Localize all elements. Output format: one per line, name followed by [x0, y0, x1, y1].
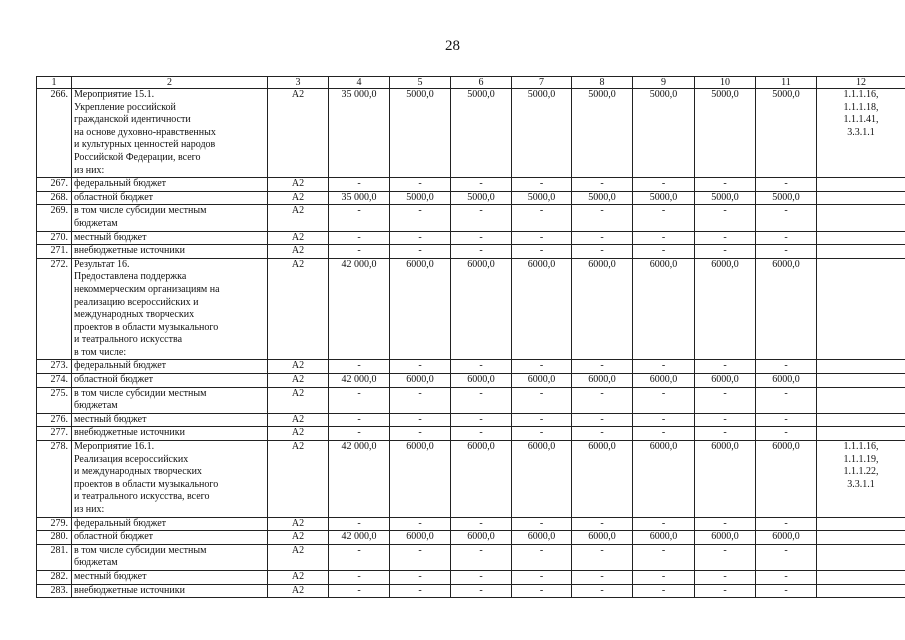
row-value: - — [451, 413, 512, 427]
header-cell: 2 — [72, 77, 268, 89]
cell-line: внебюджетные источники — [74, 584, 185, 596]
row-code: А2 — [268, 441, 329, 518]
cell-line: и международных творческих — [74, 466, 202, 478]
table-row — [37, 205, 905, 231]
cell-line: проектов в области музыкального — [74, 478, 219, 490]
cell-line: в том числе субсидии местным — [74, 387, 207, 399]
row-value: - — [695, 544, 756, 570]
row-value: - — [695, 205, 756, 231]
row-references — [817, 570, 905, 584]
cell-line: бюджетам — [74, 217, 118, 229]
row-references — [817, 413, 905, 427]
row-value: - — [512, 245, 572, 259]
cell-line: бюджетам — [74, 400, 118, 412]
row-value: - — [451, 517, 512, 531]
row-value: - — [572, 570, 633, 584]
row-value: - — [451, 205, 512, 231]
row-references — [817, 360, 905, 374]
row-number: 278. — [37, 441, 72, 518]
header-cell: 9 — [633, 77, 695, 89]
row-value: - — [390, 387, 451, 413]
row-value: - — [756, 387, 817, 413]
row-value: - — [451, 178, 512, 192]
row-value: - — [572, 387, 633, 413]
row-name — [72, 205, 268, 231]
row-name — [72, 89, 268, 178]
cell-line: федеральный бюджет — [74, 517, 167, 529]
row-value: 6000,0 — [572, 441, 633, 518]
row-name — [72, 178, 268, 192]
cell-line: Мероприятие 16.1. — [74, 441, 155, 453]
row-number: 270. — [37, 231, 72, 245]
cell-line: внебюджетные источники — [74, 245, 185, 257]
row-name — [72, 258, 268, 360]
cell-line: и театрального искусства — [74, 334, 183, 346]
row-value: - — [451, 360, 512, 374]
row-value: 6000,0 — [572, 258, 633, 360]
row-value: - — [451, 584, 512, 598]
row-number: 268. — [37, 191, 72, 205]
row-value: 35 000,0 — [329, 89, 390, 178]
row-value: - — [390, 205, 451, 231]
table-row — [37, 387, 905, 413]
cell-line: внебюджетные источники — [74, 427, 185, 439]
cell-line: федеральный бюджет — [74, 360, 167, 372]
row-value: 5000,0 — [633, 89, 695, 178]
row-value: - — [512, 413, 572, 427]
row-code: А2 — [268, 258, 329, 360]
row-value: 6000,0 — [451, 531, 512, 545]
row-value: 42 000,0 — [329, 258, 390, 360]
row-value: 6000,0 — [390, 531, 451, 545]
row-value: 6000,0 — [451, 374, 512, 388]
cell-line: 3.3.1.1 — [847, 126, 875, 138]
row-code: А2 — [268, 413, 329, 427]
header-cell: 6 — [451, 77, 512, 89]
cell-line: 1.1.1.41, — [843, 114, 879, 126]
row-value: 6000,0 — [756, 374, 817, 388]
row-value: - — [633, 584, 695, 598]
row-value: - — [329, 245, 390, 259]
cell-line: и культурных ценностей народов — [74, 139, 216, 151]
table-row — [37, 191, 905, 205]
cell-line: местный бюджет — [74, 413, 147, 425]
row-value: - — [329, 413, 390, 427]
row-value: 6000,0 — [756, 258, 817, 360]
cell-line: 1.1.1.18, — [843, 101, 879, 113]
table-row — [37, 245, 905, 259]
row-value: 6000,0 — [633, 374, 695, 388]
cell-line: областной бюджет — [74, 374, 154, 386]
row-value: - — [512, 517, 572, 531]
row-value: 5000,0 — [695, 89, 756, 178]
row-number: 276. — [37, 413, 72, 427]
table-row — [37, 258, 905, 360]
row-value: - — [695, 570, 756, 584]
row-value: - — [512, 427, 572, 441]
row-number: 283. — [37, 584, 72, 598]
row-number: 280. — [37, 531, 72, 545]
cell-line: местный бюджет — [74, 570, 147, 582]
row-value: - — [756, 570, 817, 584]
header-cell: 3 — [268, 77, 329, 89]
row-value: - — [572, 517, 633, 531]
row-value: - — [572, 178, 633, 192]
row-name — [72, 374, 268, 388]
row-code: А2 — [268, 245, 329, 259]
row-name — [72, 517, 268, 531]
row-value: 6000,0 — [512, 258, 572, 360]
row-value: 42 000,0 — [329, 531, 390, 545]
row-value: - — [451, 544, 512, 570]
row-value: - — [756, 205, 817, 231]
cell-line: в том числе субсидии местным — [74, 205, 207, 217]
row-value: 6000,0 — [572, 374, 633, 388]
row-value: - — [756, 584, 817, 598]
row-value: 5000,0 — [695, 191, 756, 205]
header-cell: 7 — [512, 77, 572, 89]
row-code: А2 — [268, 544, 329, 570]
row-value: - — [512, 387, 572, 413]
row-code: А2 — [268, 191, 329, 205]
budget-table — [36, 76, 905, 598]
row-value: - — [756, 178, 817, 192]
row-number: 277. — [37, 427, 72, 441]
row-value: - — [390, 517, 451, 531]
row-value: - — [512, 178, 572, 192]
row-value: 5000,0 — [572, 89, 633, 178]
row-value: - — [451, 387, 512, 413]
row-value: - — [512, 584, 572, 598]
row-value: - — [695, 413, 756, 427]
cell-line: областной бюджет — [74, 531, 154, 543]
row-references — [817, 245, 905, 259]
table-row — [37, 374, 905, 388]
row-number: 282. — [37, 570, 72, 584]
row-code: А2 — [268, 178, 329, 192]
header-cell: 1 — [37, 77, 72, 89]
row-references — [817, 441, 905, 518]
row-value: - — [572, 231, 633, 245]
row-value: 5000,0 — [572, 191, 633, 205]
row-value: - — [451, 231, 512, 245]
row-value: - — [695, 584, 756, 598]
row-value: - — [633, 178, 695, 192]
row-value: - — [633, 517, 695, 531]
header-cell: 5 — [390, 77, 451, 89]
row-value: 6000,0 — [512, 531, 572, 545]
row-value: - — [329, 360, 390, 374]
row-value: - — [329, 205, 390, 231]
row-number: 279. — [37, 517, 72, 531]
cell-line: из них: — [74, 504, 105, 515]
row-value: - — [695, 517, 756, 531]
row-value: 5000,0 — [451, 191, 512, 205]
cell-line: гражданской идентичности — [74, 114, 191, 126]
cell-line: в том числе субсидии местным — [74, 544, 207, 556]
cell-line: областной бюджет — [74, 191, 154, 203]
row-code: А2 — [268, 89, 329, 178]
row-value: - — [390, 570, 451, 584]
table-row — [37, 178, 905, 192]
row-references — [817, 517, 905, 531]
row-name — [72, 544, 268, 570]
row-code: А2 — [268, 374, 329, 388]
row-value: - — [329, 427, 390, 441]
table-row — [37, 544, 905, 570]
table-row — [37, 517, 905, 531]
row-value: 5000,0 — [512, 191, 572, 205]
row-value: - — [329, 178, 390, 192]
cell-line: бюджетам — [74, 557, 118, 569]
cell-line: и театрального искусства, всего — [74, 491, 210, 503]
row-code: А2 — [268, 517, 329, 531]
row-value: - — [512, 570, 572, 584]
row-references — [817, 544, 905, 570]
row-value: 6000,0 — [572, 531, 633, 545]
row-number: 269. — [37, 205, 72, 231]
row-value: - — [572, 584, 633, 598]
row-name — [72, 413, 268, 427]
row-value: - — [329, 517, 390, 531]
cell-line: местный бюджет — [74, 231, 147, 243]
row-value: 6000,0 — [633, 441, 695, 518]
cell-line: Укрепление российской — [74, 101, 176, 113]
row-value: - — [756, 517, 817, 531]
row-references — [817, 231, 905, 245]
row-code: А2 — [268, 360, 329, 374]
row-value: 5000,0 — [390, 89, 451, 178]
row-name — [72, 387, 268, 413]
row-name — [72, 360, 268, 374]
cell-line: Мероприятие 15.1. — [74, 89, 155, 100]
cell-line: на основе духовно-нравственных — [74, 126, 216, 138]
cell-line: в том числе: — [74, 346, 127, 358]
row-value: - — [390, 544, 451, 570]
row-value: - — [329, 584, 390, 598]
row-value: - — [390, 584, 451, 598]
row-value: - — [633, 413, 695, 427]
row-code: А2 — [268, 231, 329, 245]
row-value: 6000,0 — [756, 441, 817, 518]
row-name — [72, 427, 268, 441]
row-value: - — [756, 544, 817, 570]
row-value: 6000,0 — [695, 441, 756, 518]
row-code: А2 — [268, 531, 329, 545]
row-value: - — [451, 427, 512, 441]
row-name — [72, 570, 268, 584]
row-value: - — [695, 178, 756, 192]
row-value: - — [756, 427, 817, 441]
row-value: - — [633, 387, 695, 413]
row-value: - — [695, 231, 756, 245]
cell-line: из них: — [74, 164, 105, 176]
row-value: - — [390, 427, 451, 441]
row-value: 6000,0 — [390, 258, 451, 360]
row-value: 5000,0 — [633, 191, 695, 205]
row-value: 5000,0 — [756, 89, 817, 178]
row-value: 6000,0 — [512, 441, 572, 518]
table-row — [37, 360, 905, 374]
row-value: 6000,0 — [695, 258, 756, 360]
row-number: 271. — [37, 245, 72, 259]
page-number: 28 — [445, 38, 460, 54]
row-references — [817, 205, 905, 231]
row-code: А2 — [268, 570, 329, 584]
row-value: - — [390, 245, 451, 259]
row-references — [817, 258, 905, 360]
row-value: - — [451, 570, 512, 584]
row-value: 5000,0 — [390, 191, 451, 205]
row-value: - — [329, 231, 390, 245]
row-value: - — [572, 360, 633, 374]
row-number: 281. — [37, 544, 72, 570]
row-value: - — [390, 360, 451, 374]
row-value: 6000,0 — [695, 374, 756, 388]
row-code: А2 — [268, 387, 329, 413]
row-value: 6000,0 — [512, 374, 572, 388]
row-value: - — [633, 205, 695, 231]
row-value: 6000,0 — [390, 374, 451, 388]
row-references — [817, 387, 905, 413]
row-value: - — [695, 427, 756, 441]
row-value: - — [572, 544, 633, 570]
cell-line: Результат 16. — [74, 258, 130, 270]
cell-line: Реализация всероссийских — [74, 453, 189, 465]
row-value: - — [633, 427, 695, 441]
table-row — [37, 427, 905, 441]
cell-line: 1.1.1.16, — [843, 89, 879, 100]
row-value: 6000,0 — [390, 441, 451, 518]
row-value: 6000,0 — [451, 441, 512, 518]
table-row — [37, 531, 905, 545]
header-cell: 11 — [756, 77, 817, 89]
row-value: - — [329, 570, 390, 584]
row-value: 5000,0 — [451, 89, 512, 178]
header-cell: 4 — [329, 77, 390, 89]
cell-line: 1.1.1.22, — [843, 466, 879, 478]
table-body — [37, 89, 905, 598]
cell-line: некоммерческим организациям на — [74, 283, 220, 295]
cell-line: проектов в области музыкального — [74, 321, 219, 333]
row-code: А2 — [268, 205, 329, 231]
row-value: - — [695, 245, 756, 259]
row-value: - — [512, 205, 572, 231]
row-value: - — [633, 544, 695, 570]
row-references — [817, 191, 905, 205]
row-value: - — [572, 205, 633, 231]
row-code: А2 — [268, 427, 329, 441]
table-row — [37, 570, 905, 584]
row-number: 273. — [37, 360, 72, 374]
table-row — [37, 231, 905, 245]
row-code: А2 — [268, 584, 329, 598]
row-value: 6000,0 — [633, 531, 695, 545]
row-name — [72, 441, 268, 518]
row-value: - — [451, 245, 512, 259]
table-row — [37, 441, 905, 518]
row-references — [817, 374, 905, 388]
row-value: - — [329, 544, 390, 570]
cell-line: реализацию всероссийских и — [74, 296, 199, 308]
row-value: - — [572, 245, 633, 259]
cell-line: федеральный бюджет — [74, 178, 167, 190]
row-value: 6000,0 — [756, 531, 817, 545]
row-value: - — [633, 231, 695, 245]
table-row — [37, 89, 905, 178]
cell-line: 3.3.1.1 — [847, 478, 875, 490]
cell-line: Предоставлена поддержка — [74, 271, 187, 283]
row-value: - — [633, 245, 695, 259]
row-value: 42 000,0 — [329, 441, 390, 518]
row-value: - — [756, 360, 817, 374]
row-number: 275. — [37, 387, 72, 413]
row-value: - — [756, 413, 817, 427]
row-value: 6000,0 — [633, 258, 695, 360]
row-name — [72, 231, 268, 245]
row-value: - — [512, 544, 572, 570]
row-number: 272. — [37, 258, 72, 360]
row-value: 6000,0 — [451, 258, 512, 360]
row-name — [72, 245, 268, 259]
table-row — [37, 584, 905, 598]
row-name — [72, 531, 268, 545]
header-row — [37, 77, 905, 89]
cell-line: 1.1.1.19, — [843, 453, 879, 465]
row-value: - — [512, 231, 572, 245]
row-name — [72, 584, 268, 598]
row-number: 274. — [37, 374, 72, 388]
row-references — [817, 178, 905, 192]
row-value: - — [572, 413, 633, 427]
row-value: - — [329, 387, 390, 413]
row-number: 267. — [37, 178, 72, 192]
row-value: - — [633, 360, 695, 374]
row-value: - — [512, 360, 572, 374]
row-value: 5000,0 — [756, 191, 817, 205]
row-value: 6000,0 — [695, 531, 756, 545]
row-references — [817, 531, 905, 545]
header-cell: 10 — [695, 77, 756, 89]
row-value: - — [390, 413, 451, 427]
row-value: - — [572, 427, 633, 441]
cell-line: 1.1.1.16, — [843, 441, 879, 453]
header-cell: 12 — [817, 77, 905, 89]
cell-line: Российской Федерации, всего — [74, 151, 201, 163]
row-value: - — [756, 231, 817, 245]
cell-line: международных творческих — [74, 309, 195, 321]
row-value: 5000,0 — [512, 89, 572, 178]
row-value: - — [633, 570, 695, 584]
row-references — [817, 89, 905, 178]
header-cell: 8 — [572, 77, 633, 89]
row-value: - — [756, 245, 817, 259]
row-value: - — [695, 360, 756, 374]
row-value: 35 000,0 — [329, 191, 390, 205]
row-references — [817, 427, 905, 441]
row-value: - — [695, 387, 756, 413]
table-row — [37, 413, 905, 427]
row-value: 42 000,0 — [329, 374, 390, 388]
row-number: 266. — [37, 89, 72, 178]
row-references — [817, 584, 905, 598]
row-value: - — [390, 231, 451, 245]
row-value: - — [390, 178, 451, 192]
row-name — [72, 191, 268, 205]
